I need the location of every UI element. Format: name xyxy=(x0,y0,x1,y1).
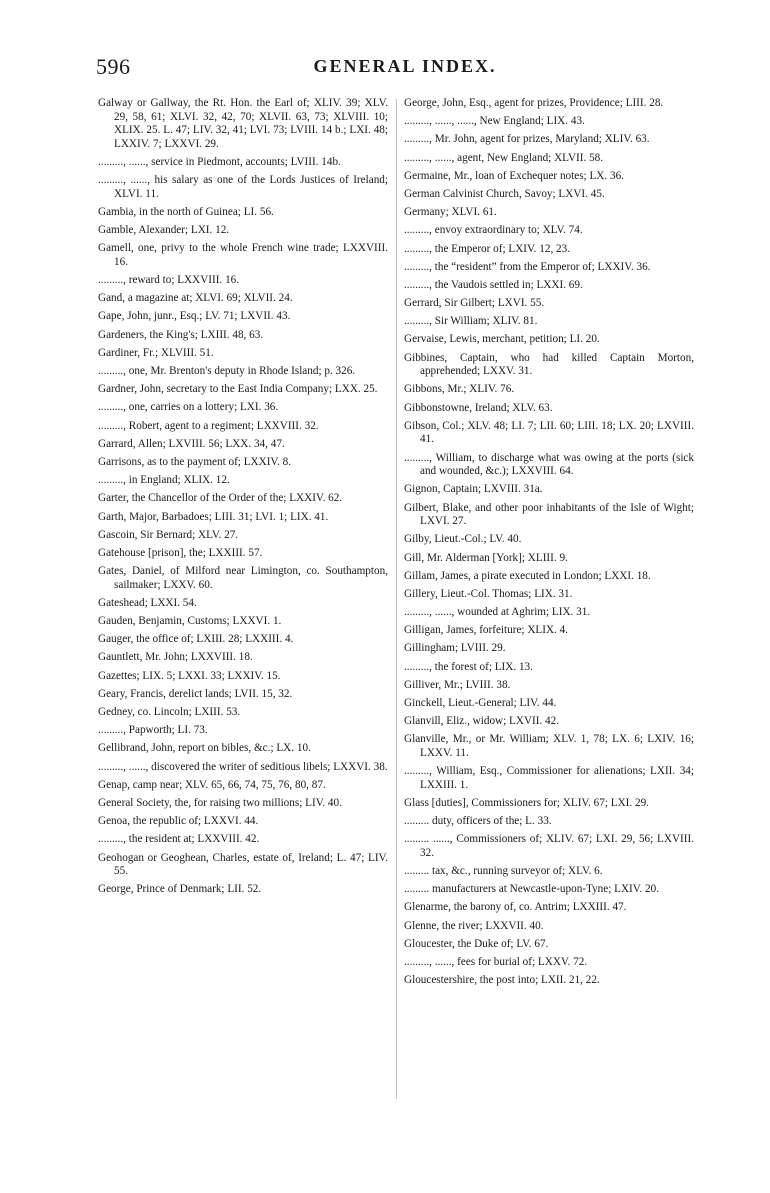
index-entry: Gloucester, the Duke of; LV. 67. xyxy=(404,937,549,950)
column-divider xyxy=(396,99,397,1099)
index-entry: ........., William, to discharge what was owing at the ports (sick and wounded, &c.); LXXVIII. 64. xyxy=(404,451,694,478)
index-entry: ........., ......, ......, New England; LIX. 43. xyxy=(404,115,585,128)
index-entry: Gand, a magazine at; XLVI. 69; XLVII. 24. xyxy=(98,292,293,305)
index-entry: ........., in England; XLIX. 12. xyxy=(98,474,230,487)
index-entry: German Calvinist Church, Savoy; LXVI. 45. xyxy=(404,187,605,200)
index-entry: Gardiner, Fr.; XLVIII. 51. xyxy=(98,346,214,359)
running-head: GENERAL INDEX. xyxy=(313,56,497,76)
index-entry: Gateshead; LXXI. 54. xyxy=(98,596,197,609)
index-entry: ........., ......, discovered the writer of seditious libels; LXXVI. 38. xyxy=(98,760,388,773)
index-entry: ......... duty, officers of the; L. 33. xyxy=(404,815,552,828)
index-entry: ........., William, Esq., Commissioner for alienations; LXII. 34; LXXIII. 1. xyxy=(404,765,694,791)
index-entry: Gibson, Col.; XLV. 48; LI. 7; LII. 60; LIII. 18; LX. 20; LXVIII. 41. xyxy=(404,419,694,446)
index-entry: General Society, the, for raising two millions; LIV. 40. xyxy=(98,796,342,809)
index-entry: Garth, Major, Barbadoes; LIII. 31; LVI. 1; LIX. 41. xyxy=(98,510,329,523)
index-entry: Gervaise, Lewis, merchant, petition; LI. 20. xyxy=(404,333,600,346)
index-entry: ........., ......, service in Piedmont, accounts; LVIII. 14b. xyxy=(98,155,341,168)
page-number: 596 xyxy=(96,54,131,79)
index-entry: Gazettes; LIX. 5; LXXI. 33; LXXIV. 15. xyxy=(98,669,281,682)
index-entry: Gates, Daniel, of Milford near Limington, co. Southampton, sailmaker; LXXV. 60. xyxy=(98,565,388,591)
index-entry: ......... ......, Commissioners of; XLIV. 67; LXI. 29, 56; LXVIII. 32. xyxy=(404,833,694,859)
index-entry: Genoa, the republic of; LXXVI. 44. xyxy=(98,815,259,828)
index-entry: Gauger, the office of; LXIII. 28; LXXIII. 4. xyxy=(98,633,294,646)
index-entry: Gignon, Captain; LXVIII. 31a. xyxy=(404,483,543,496)
index-entry: Germaine, Mr., loan of Exchequer notes; LX. 36. xyxy=(404,169,624,182)
index-entry: Geary, Francis, derelict lands; LVII. 15, 32. xyxy=(98,687,293,700)
index-entry: ........., ......, his salary as one of the Lords Justices of Ireland; XLVI. 11. xyxy=(98,174,388,200)
index-entry: Gilbert, Blake, and other poor inhabitants of the Isle of Wight; LXVI. 27. xyxy=(404,501,694,528)
index-entry: ........., the Emperor of; LXIV. 12, 23. xyxy=(404,242,571,255)
index-entry: Garter, the Chancellor of the Order of the; LXXIV. 62. xyxy=(98,492,343,505)
index-entry: ........., Sir William; XLIV. 81. xyxy=(404,315,538,328)
index-entry: ........., Papworth; LI. 73. xyxy=(98,724,208,737)
index-entry: Gauden, Benjamin, Customs; LXXVI. 1. xyxy=(98,615,282,628)
index-entry: Gambia, in the north of Guinea; LI. 56. xyxy=(98,205,274,218)
index-entry: Gillingham; LVIII. 29. xyxy=(404,642,506,655)
index-entry: ........., reward to; LXXVIII. 16. xyxy=(98,274,240,287)
index-entry: ........., the resident at; LXXVIII. 42. xyxy=(98,833,260,846)
index-entry: Gill, Mr. Alderman [York]; XLIII. 9. xyxy=(404,551,568,564)
index-entry: ........., Mr. John, agent for prizes, Maryland; XLIV. 63. xyxy=(404,133,650,146)
index-entry: Gauntlett, Mr. John; LXXVIII. 18. xyxy=(98,651,253,664)
index-entry: George, John, Esq., agent for prizes, Providence; LIII. 28. xyxy=(404,97,664,109)
index-entry: Garrard, Allen; LXVIII. 56; LXX. 34, 47. xyxy=(98,437,285,450)
index-entry: ........., ......, agent, New England; XLVII. 58. xyxy=(404,151,604,164)
index-entry: Gamble, Alexander; LXI. 12. xyxy=(98,224,230,237)
index-entry: ........., Robert, agent to a regiment; LXXVIII. 32. xyxy=(98,419,319,432)
index-entry: Galway or Gallway, the Rt. Hon. the Earl of; XLIV. 39; XLV. 29, 58, 61; XLVI. 32, 42, 70; XLVII. 63, 73; XLVIII. 10; XLIX. 25. L. 47; LIV. 32, 41; LVI. 73; LVIII. 14 b.; LXI. 48; LXXIV. 7; LXXVI. 29. xyxy=(98,97,388,150)
index-entry: ......... tax, &c., running surveyor of; XLV. 6. xyxy=(404,865,603,878)
index-entry: ........., one, Mr. Brenton's deputy in Rhode Island; p. 326. xyxy=(98,365,356,378)
index-column-left xyxy=(98,97,388,901)
index-entry: ........., one, carries on a lottery; LXI. 36. xyxy=(98,401,279,414)
index-entry: Genap, camp near; XLV. 65, 66, 74, 75, 76, 80, 87. xyxy=(98,778,326,791)
index-entry: ........., ......, fees for burial of; LXXV. 72. xyxy=(404,956,588,969)
index-entry: Gibbonstowne, Ireland; XLV. 63. xyxy=(404,401,553,414)
index-entry: Gerrard, Sir Gilbert; LXVI. 55. xyxy=(404,297,545,310)
index-entry: Gatehouse [prison], the; LXXIII. 57. xyxy=(98,546,263,559)
index-entry: Gilby, Lieut.-Col.; LV. 40. xyxy=(404,533,522,546)
index-entry: Glass [duties], Commissioners for; XLIV. 67; LXI. 29. xyxy=(404,796,649,809)
index-entry: Glenarme, the barony of, co. Antrim; LXXIII. 47. xyxy=(404,901,627,914)
index-entry: Glanville, Mr., or Mr. William; XLV. 1, 78; LX. 6; LXIV. 16; LXXV. 11. xyxy=(404,733,694,759)
index-entry: ........., ......, wounded at Aghrim; LIX. 31. xyxy=(404,606,591,619)
index-entry: Gardeners, the King's; LXIII. 48, 63. xyxy=(98,328,264,341)
index-entry: Gamell, one, privy to the whole French wine trade; LXXVIII. 16. xyxy=(98,242,388,268)
index-entry: Glenne, the river; LXXVII. 40. xyxy=(404,919,544,932)
index-entry: Gellibrand, John, report on bibles, &c.; LX. 10. xyxy=(98,742,311,755)
index-entry: Gilliver, Mr.; LVIII. 38. xyxy=(404,678,511,691)
index-entry: Gibbons, Mr.; XLIV. 76. xyxy=(404,383,515,396)
index-entry: Gibbines, Captain, who had killed Captain Morton, apprehended; LXXV. 31. xyxy=(404,351,694,378)
index-entry: Gascoin, Sir Bernard; XLV. 27. xyxy=(98,528,239,541)
index-entry: Geohogan or Geoghean, Charles, estate of, Ireland; L. 47; LIV. 55. xyxy=(98,851,388,878)
index-entry: Gloucestershire, the post into; LXII. 21, 22. xyxy=(404,974,600,987)
index-entry: Ginckell, Lieut.-General; LIV. 44. xyxy=(404,697,557,709)
index-entry: ......... manufacturers at Newcastle-upon-Tyne; LXIV. 20. xyxy=(404,883,659,896)
index-entry: Gardner, John, secretary to the East India Company; LXX. 25. xyxy=(98,383,378,396)
index-entry: Gillery, Lieut.-Col. Thomas; LIX. 31. xyxy=(404,587,573,600)
index-entry: George, Prince of Denmark; LII. 52. xyxy=(98,883,262,896)
index-entry: ........., the “resident” from the Emperor of; LXXIV. 36. xyxy=(404,260,651,273)
index-entry: Garrisons, as to the payment of; LXXIV. 8. xyxy=(98,455,292,468)
index-entry: Gape, John, junr., Esq.; LV. 71; LXVII. 43. xyxy=(98,310,291,323)
index-entry: ........., the forest of; LIX. 13. xyxy=(404,660,533,673)
index-entry: Glanvill, Eliz., widow; LXVII. 42. xyxy=(404,715,560,728)
index-entry: Germany; XLVI. 61. xyxy=(404,206,497,219)
index-entry: Gedney, co. Lincoln; LXIII. 53. xyxy=(98,706,241,718)
index-entry: ........., the Vaudois settled in; LXXI. 69. xyxy=(404,278,583,291)
index-entry: ........., envoy extraordinary to; XLV. 74. xyxy=(404,224,583,237)
index-entry: Gilligan, James, forfeiture; XLIX. 4. xyxy=(404,624,569,637)
index-entry: Gillam, James, a pirate executed in London; LXXI. 18. xyxy=(404,569,651,582)
index-column-right xyxy=(404,97,694,992)
